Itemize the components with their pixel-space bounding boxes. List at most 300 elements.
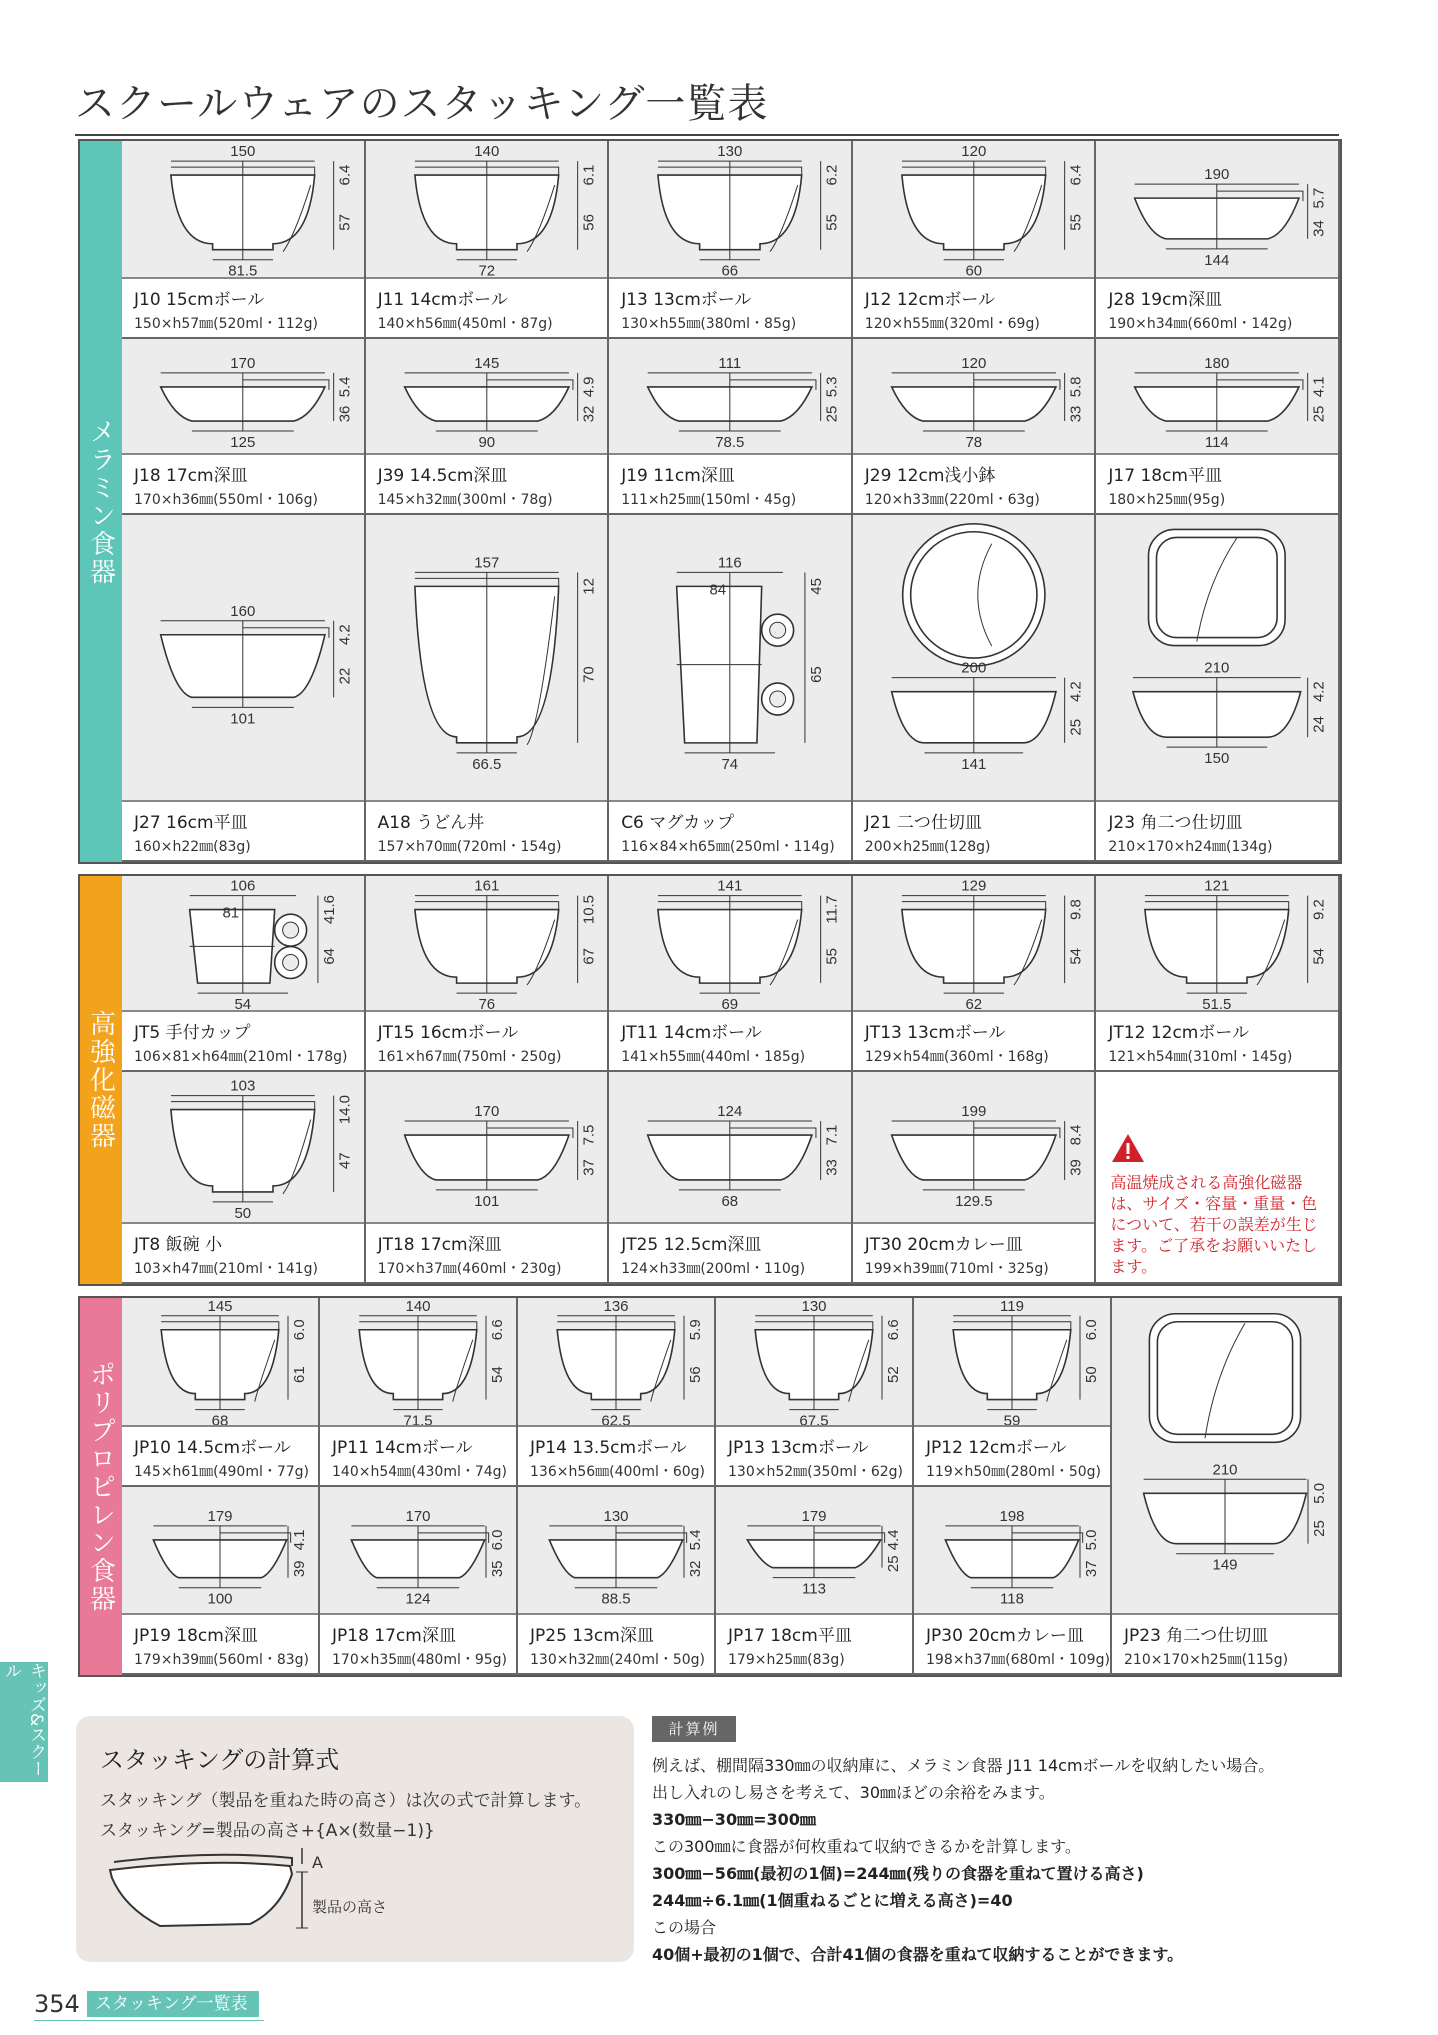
top-width-label: 198 bbox=[999, 1507, 1025, 1525]
plate-drawing bbox=[648, 355, 841, 451]
example-line: 出し入れのし易さを考えて、30㎜ほどの余裕をみます。 bbox=[652, 1783, 1055, 1802]
top-width-label: 150 bbox=[230, 143, 256, 161]
stacking-drawing bbox=[320, 1298, 516, 1425]
bottom-width-label: 124 bbox=[405, 1590, 431, 1608]
bottom-width-label: 54 bbox=[234, 996, 252, 1010]
top-width-label: 124 bbox=[717, 1103, 743, 1121]
formula-title: スタッキングの計算式 bbox=[100, 1746, 340, 1774]
stacking-drawing bbox=[609, 1072, 851, 1222]
stack-increment-label: 6.0 bbox=[489, 1529, 506, 1551]
title-rule bbox=[75, 134, 1339, 136]
product-cell bbox=[518, 1487, 716, 1675]
top-width-label: 130 bbox=[801, 1298, 827, 1315]
product-caption bbox=[122, 1615, 318, 1673]
product-cell bbox=[122, 1072, 366, 1284]
stack-increment-label: 6.6 bbox=[885, 1319, 902, 1341]
bottom-width-label: 76 bbox=[478, 996, 495, 1010]
product-spec: 103×h47㎜(210ml・141g) bbox=[134, 1261, 318, 1277]
stack-increment-label: 5.0 bbox=[1311, 1482, 1328, 1504]
product-spec: 121×h54㎜(310ml・145g) bbox=[1108, 1049, 1293, 1065]
square-divided-drawing bbox=[1144, 1314, 1328, 1574]
formula-box bbox=[76, 1716, 634, 1962]
product-cell bbox=[853, 876, 1097, 1072]
stacking-drawing bbox=[122, 141, 364, 277]
stacking-drawing bbox=[716, 1487, 912, 1613]
height-label: 61 bbox=[291, 1366, 308, 1384]
product-spec: 170×h35㎜(480ml・95g) bbox=[332, 1652, 508, 1668]
bottom-width-label: 101 bbox=[230, 710, 256, 728]
product-spec: 130×h32㎜(240ml・50g) bbox=[530, 1652, 706, 1668]
height-label: 36 bbox=[336, 405, 354, 423]
bowl-drawing bbox=[161, 1298, 308, 1425]
product-name: J12 12cmボール bbox=[864, 290, 996, 310]
product-spec: 198×h37㎜(680ml・109g) bbox=[926, 1652, 1110, 1668]
product-name: A18 うどん丼 bbox=[377, 813, 485, 833]
stack-increment-label: 5.4 bbox=[687, 1529, 704, 1551]
top-width-label: 119 bbox=[1000, 1298, 1024, 1315]
plate-drawing bbox=[891, 1103, 1084, 1210]
top-width-label: 120 bbox=[961, 143, 987, 161]
product-cell bbox=[1096, 515, 1340, 862]
top-width-label: 111 bbox=[718, 354, 742, 372]
product-name: J17 18cm平皿 bbox=[1108, 466, 1222, 486]
top-width-label: 141 bbox=[717, 877, 743, 895]
product-illustration bbox=[1096, 515, 1338, 802]
porcelain-note-text: 高温焼成される高強化磁器は、サイズ・容量・重量・色について、若干の誤差が生じます。ご了承をお願いいたします。 bbox=[1110, 1173, 1318, 1276]
product-illustration bbox=[122, 1072, 364, 1224]
height-label: 37 bbox=[580, 1159, 598, 1176]
stacking-drawing bbox=[122, 1298, 318, 1425]
stacking-drawing bbox=[1112, 1298, 1338, 1613]
stack-increment-label: 8.4 bbox=[1067, 1124, 1085, 1146]
plate-drawing bbox=[161, 355, 354, 451]
bowl-drawing bbox=[171, 143, 354, 277]
top-width-label: 190 bbox=[1204, 166, 1230, 184]
product-cell bbox=[609, 876, 853, 1072]
product-illustration bbox=[1096, 876, 1338, 1012]
stack-increment-label: 6.2 bbox=[823, 164, 841, 186]
product-caption bbox=[122, 1012, 364, 1070]
product-name: J13 13cmボール bbox=[621, 290, 752, 310]
product-caption bbox=[1096, 802, 1338, 860]
top-width-label: 145 bbox=[473, 354, 499, 372]
product-illustration bbox=[853, 1072, 1095, 1224]
height-label: 55 bbox=[823, 948, 841, 965]
bottom-width-label: 113 bbox=[802, 1580, 826, 1598]
product-name: JT25 12.5cm深皿 bbox=[621, 1235, 762, 1255]
stacking-drawing bbox=[609, 339, 851, 453]
product-illustration bbox=[366, 1072, 608, 1224]
height-label: 70 bbox=[580, 666, 598, 683]
product-illustration bbox=[366, 339, 608, 455]
product-cell bbox=[853, 339, 1097, 515]
product-name: J23 角二つ仕切皿 bbox=[1108, 813, 1243, 833]
stack-increment-label: 10.5 bbox=[580, 894, 598, 925]
bottom-width-label: 118 bbox=[1000, 1590, 1024, 1608]
product-name: JP30 20cmカレー皿 bbox=[926, 1626, 1084, 1646]
product-cell bbox=[366, 141, 610, 339]
top-width-label: 129 bbox=[961, 877, 987, 895]
product-name: JP13 13cmボール bbox=[728, 1438, 869, 1458]
formula-description: スタッキング（製品を重ねた時の高さ）は次の式で計算します。 bbox=[100, 1791, 592, 1811]
bottom-width-label: 59 bbox=[1003, 1412, 1021, 1425]
bottom-width-label: 78.5 bbox=[715, 433, 745, 451]
bowl-drawing bbox=[658, 878, 841, 1010]
footer-label: スタッキング一覧表 bbox=[87, 1991, 259, 2017]
height-label: 25 bbox=[1311, 1520, 1328, 1537]
height-label: 54 bbox=[1067, 947, 1085, 965]
product-height-label: 製品の高さ bbox=[312, 1898, 388, 1916]
product-cell bbox=[122, 339, 366, 515]
stack-increment-label: 4.9 bbox=[580, 376, 598, 398]
example-line: この場合 bbox=[652, 1918, 717, 1937]
product-spec: 120×h55㎜(320ml・69g) bbox=[864, 316, 1040, 332]
product-illustration bbox=[122, 515, 364, 802]
product-name: J18 17cm深皿 bbox=[134, 466, 248, 486]
product-name: JP23 角二つ仕切皿 bbox=[1124, 1626, 1269, 1646]
product-caption bbox=[366, 1224, 608, 1282]
stack-increment-label: 4.1 bbox=[291, 1529, 308, 1551]
product-caption bbox=[914, 1615, 1110, 1673]
product-illustration bbox=[853, 876, 1095, 1012]
stacking-drawing bbox=[853, 339, 1095, 453]
plate-drawing bbox=[351, 1508, 506, 1608]
stack-increment-label: 14.0 bbox=[336, 1094, 354, 1125]
product-spec: 136×h56㎜(400ml・60g) bbox=[530, 1464, 706, 1480]
bowl-drawing bbox=[953, 1298, 1100, 1425]
product-caption bbox=[320, 1615, 516, 1673]
example-text bbox=[652, 1752, 1274, 1968]
product-spec: 179×h25㎜(83g) bbox=[728, 1652, 845, 1668]
top-width-label: 180 bbox=[1204, 354, 1230, 372]
stack-increment-label: 4.2 bbox=[336, 624, 354, 646]
product-illustration bbox=[366, 876, 608, 1012]
product-caption bbox=[1096, 1012, 1338, 1070]
product-cell bbox=[716, 1487, 914, 1675]
footer-rule bbox=[34, 2020, 264, 2021]
bottom-width-label: 62 bbox=[965, 996, 982, 1010]
stacking-drawing bbox=[1096, 339, 1338, 453]
product-cell bbox=[366, 339, 610, 515]
side-tab[interactable]: キッズ&スクール bbox=[0, 1662, 48, 1782]
stacking-drawing bbox=[853, 515, 1095, 800]
example-line: 330㎜−30㎜=300㎜ bbox=[652, 1810, 816, 1829]
product-spec: 157×h70㎜(720ml・154g) bbox=[377, 839, 562, 855]
product-spec: 140×h56㎜(450ml・87g) bbox=[377, 316, 553, 332]
bowl-drawing bbox=[902, 143, 1085, 277]
product-illustration bbox=[518, 1298, 714, 1427]
height-label: 39 bbox=[1067, 1159, 1085, 1176]
example-line: この300㎜に食器が何枚重ねて収納できるかを計算します。 bbox=[652, 1837, 1081, 1856]
height-label: 55 bbox=[1067, 214, 1085, 231]
stack-increment-label: 4.2 bbox=[1067, 681, 1085, 703]
section-label: 高強化磁器 bbox=[80, 876, 122, 1284]
product-caption bbox=[1112, 1615, 1338, 1673]
bottom-width-label: 67.5 bbox=[799, 1412, 829, 1425]
product-name: JP14 13.5cmボール bbox=[530, 1438, 687, 1458]
height-label: 67 bbox=[580, 947, 598, 965]
stacking-drawing bbox=[366, 339, 608, 453]
top-width-label: 179 bbox=[801, 1507, 827, 1525]
stack-increment-label: 5.3 bbox=[823, 376, 841, 398]
bottom-width-label: 125 bbox=[230, 433, 256, 451]
height-label: 50 bbox=[1083, 1366, 1100, 1384]
page-title: スクールウェアのスタッキング一覧表 bbox=[75, 81, 769, 127]
product-cell bbox=[320, 1487, 518, 1675]
stack-increment-label: 6.4 bbox=[1067, 164, 1085, 186]
product-illustration bbox=[122, 141, 364, 279]
height-label: 47 bbox=[336, 1152, 354, 1170]
bottom-width-label: 90 bbox=[478, 433, 495, 451]
product-cell bbox=[518, 1298, 716, 1487]
bottom-width-label: 72 bbox=[478, 262, 495, 277]
bowl-drawing bbox=[902, 878, 1085, 1010]
product-caption bbox=[716, 1615, 912, 1673]
stack-increment-label: 4.1 bbox=[1311, 376, 1329, 398]
section-label: メラミン食器 bbox=[80, 141, 122, 862]
product-illustration bbox=[716, 1298, 912, 1427]
product-spec: 150×h57㎜(520ml・112g) bbox=[134, 316, 318, 332]
height-label: 25 bbox=[1067, 718, 1085, 736]
top-width-label: 140 bbox=[405, 1298, 431, 1315]
plate-drawing bbox=[945, 1508, 1100, 1608]
product-caption bbox=[366, 279, 608, 337]
stacking-drawing bbox=[320, 1487, 516, 1613]
example-line: 例えば、棚間隔330㎜の収納庫に、メラミン食器 J11 14cmボールを収納したい場合。 bbox=[652, 1756, 1275, 1775]
example-line: 40個+最初の1個で、合計41個の食器を重ねて収納することができます。 bbox=[652, 1945, 1184, 1964]
stack-increment-label: 12 bbox=[580, 578, 598, 595]
product-name: J27 16cm平皿 bbox=[134, 813, 248, 833]
example-line: 300㎜−56㎜(最初の1個)=244㎜(残りの食器を重ねて置ける高さ) bbox=[652, 1864, 1144, 1883]
product-spec: 116×84×h65㎜(250ml・114g) bbox=[621, 839, 835, 855]
product-cell bbox=[366, 1072, 610, 1284]
top-width-label: 136 bbox=[603, 1298, 629, 1315]
top-width-label: 106 bbox=[230, 877, 256, 895]
height-label: 54 bbox=[1311, 948, 1329, 965]
product-name: J39 14.5cm深皿 bbox=[377, 466, 508, 486]
product-name: C6 マグカップ bbox=[621, 813, 735, 833]
stacking-drawing bbox=[1096, 515, 1338, 800]
stack-increment-label: 11.7 bbox=[823, 895, 841, 924]
product-caption bbox=[716, 1427, 912, 1485]
bottom-width-label: 100 bbox=[207, 1590, 233, 1608]
height-label: 33 bbox=[1067, 405, 1085, 423]
top-width-label: 210 bbox=[1204, 659, 1230, 677]
product-name: JP25 13cm深皿 bbox=[530, 1626, 654, 1646]
height-label: 25 bbox=[885, 1555, 902, 1573]
top-width-label: 121 bbox=[1204, 877, 1230, 895]
product-illustration bbox=[914, 1487, 1110, 1615]
product-illustration bbox=[853, 515, 1095, 802]
bottom-width-label: 78 bbox=[965, 433, 982, 451]
stack-increment-label: 5.7 bbox=[1311, 187, 1329, 209]
stack-increment-label: 5.9 bbox=[687, 1319, 704, 1341]
bottom-width-label: 62.5 bbox=[601, 1412, 631, 1425]
product-caption bbox=[366, 455, 608, 513]
section-melamine bbox=[78, 139, 1342, 864]
bottom-width-label: 141 bbox=[961, 755, 987, 773]
stack-increment-label: 6.1 bbox=[580, 164, 598, 186]
stacking-drawing bbox=[366, 515, 608, 800]
height-label: 55 bbox=[823, 214, 841, 231]
product-spec: 179×h39㎜(560ml・83g) bbox=[134, 1652, 310, 1668]
stacking-drawing bbox=[609, 141, 851, 277]
height-label: 32 bbox=[687, 1560, 704, 1578]
product-illustration bbox=[853, 141, 1095, 279]
product-spec: 129×h54㎜(360ml・168g) bbox=[864, 1049, 1049, 1065]
top-width-label: 116 bbox=[718, 554, 742, 572]
height-label: 24 bbox=[1311, 716, 1329, 733]
bottom-width-label: 68 bbox=[211, 1412, 229, 1425]
plate-drawing bbox=[153, 1508, 308, 1608]
height-label: 25 bbox=[823, 405, 841, 423]
stacking-drawing bbox=[914, 1487, 1110, 1613]
product-caption bbox=[122, 802, 364, 860]
top-width-label: 179 bbox=[207, 1507, 233, 1525]
product-cell bbox=[122, 876, 366, 1072]
bowl-drawing bbox=[755, 1298, 902, 1425]
product-name: JT8 飯碗 小 bbox=[134, 1235, 223, 1255]
product-name: JT18 17cm深皿 bbox=[377, 1235, 502, 1255]
top-width-label: 157 bbox=[473, 554, 499, 572]
height-label: 35 bbox=[489, 1560, 506, 1578]
stacking-drawing bbox=[609, 876, 851, 1010]
body-width-label: 84 bbox=[709, 581, 727, 599]
product-caption bbox=[122, 455, 364, 513]
product-spec: 145×h32㎜(300ml・78g) bbox=[377, 492, 553, 508]
stack-increment-label: 9.8 bbox=[1067, 899, 1085, 920]
page-number: 354 bbox=[34, 1990, 80, 2018]
height-label: 65 bbox=[808, 666, 826, 683]
stacking-drawing bbox=[122, 1072, 364, 1222]
product-illustration bbox=[122, 1487, 318, 1615]
product-spec: 111×h25㎜(150ml・45g) bbox=[621, 492, 797, 508]
product-name: J10 15cmボール bbox=[134, 290, 265, 310]
product-name: J11 14cmボール bbox=[377, 290, 508, 310]
top-width-label: 161 bbox=[473, 877, 499, 895]
bottom-width-label: 88.5 bbox=[601, 1590, 631, 1608]
bowl-drawing bbox=[359, 1298, 506, 1425]
bottom-width-label: 71.5 bbox=[403, 1412, 433, 1425]
product-illustration bbox=[716, 1487, 912, 1615]
top-width-label: 130 bbox=[717, 143, 743, 161]
product-spec: 141×h55㎜(440ml・185g) bbox=[621, 1049, 806, 1065]
stacking-drawing bbox=[1096, 876, 1338, 1010]
height-label: 33 bbox=[823, 1159, 841, 1176]
bottom-width-label: 101 bbox=[473, 1192, 499, 1210]
stack-increment-label: 9.2 bbox=[1311, 899, 1329, 920]
stack-increment-label: A bbox=[312, 1853, 323, 1872]
product-caption bbox=[1096, 279, 1338, 337]
height-label: 54 bbox=[489, 1366, 506, 1384]
product-cell bbox=[609, 515, 853, 862]
product-illustration bbox=[609, 141, 851, 279]
product-spec: 120×h33㎜(220ml・63g) bbox=[864, 492, 1040, 508]
product-cell bbox=[122, 1487, 320, 1675]
product-cell bbox=[609, 1072, 853, 1284]
product-cell bbox=[853, 141, 1097, 339]
product-name: JP17 18cm平皿 bbox=[728, 1626, 852, 1646]
product-cell bbox=[320, 1298, 518, 1487]
stacking-drawing bbox=[366, 1072, 608, 1222]
product-cell bbox=[122, 141, 366, 339]
plate-drawing bbox=[1135, 166, 1328, 269]
product-cell bbox=[366, 515, 610, 862]
stacking-drawing bbox=[716, 1298, 912, 1425]
bottom-width-label: 144 bbox=[1204, 251, 1230, 269]
product-cell bbox=[609, 141, 853, 339]
product-illustration bbox=[1096, 339, 1338, 455]
product-spec: 145×h61㎜(490ml・77g) bbox=[134, 1464, 310, 1480]
product-name: J21 二つ仕切皿 bbox=[864, 813, 982, 833]
product-caption bbox=[609, 279, 851, 337]
product-name: JT13 13cmボール bbox=[864, 1023, 1006, 1043]
product-illustration bbox=[122, 1298, 318, 1427]
stacking-drawing bbox=[122, 339, 364, 453]
section-porcelain bbox=[78, 874, 1342, 1286]
top-width-label: 170 bbox=[230, 354, 256, 372]
product-cell bbox=[1112, 1298, 1340, 1675]
product-name: JT5 手付カップ bbox=[134, 1023, 251, 1043]
product-cell bbox=[853, 515, 1097, 862]
stack-increment-label: 6.0 bbox=[1083, 1319, 1100, 1341]
body-width-label: 81 bbox=[222, 904, 240, 922]
height-label: 56 bbox=[580, 214, 598, 231]
bowl-drawing bbox=[557, 1298, 704, 1425]
top-width-label: 160 bbox=[230, 602, 256, 620]
example-badge: 計算例 bbox=[652, 1716, 736, 1742]
bottom-width-label: 51.5 bbox=[1202, 996, 1232, 1010]
product-name: JP11 14cmボール bbox=[332, 1438, 473, 1458]
height-label: 25 bbox=[1311, 405, 1329, 423]
product-caption bbox=[518, 1427, 714, 1485]
bottom-width-label: 50 bbox=[234, 1204, 252, 1222]
stack-increment-label: 45 bbox=[808, 578, 826, 595]
bottom-width-label: 60 bbox=[965, 262, 982, 277]
top-width-label: 145 bbox=[207, 1298, 233, 1315]
height-label: 57 bbox=[336, 214, 354, 231]
product-name: JP10 14.5cmボール bbox=[134, 1438, 291, 1458]
product-cell bbox=[914, 1487, 1112, 1675]
product-caption bbox=[609, 802, 851, 860]
cup-drawing bbox=[190, 878, 338, 1010]
product-illustration bbox=[320, 1487, 516, 1615]
product-illustration bbox=[609, 1072, 851, 1224]
bowl-drawing bbox=[1145, 878, 1328, 1010]
product-illustration bbox=[609, 515, 851, 802]
plate-drawing bbox=[648, 1103, 841, 1210]
top-width-label: 120 bbox=[961, 354, 987, 372]
flat-drawing bbox=[747, 1508, 902, 1598]
product-cell bbox=[716, 1298, 914, 1487]
stack-increment-label: 5.0 bbox=[1083, 1529, 1100, 1551]
product-caption bbox=[914, 1427, 1110, 1485]
bottom-width-label: 150 bbox=[1204, 750, 1230, 768]
plate-drawing bbox=[891, 355, 1084, 451]
plate-drawing bbox=[404, 1103, 597, 1210]
stack-increment-label: 7.5 bbox=[580, 1124, 598, 1146]
top-width-label: 170 bbox=[405, 1507, 431, 1525]
bottom-width-label: 149 bbox=[1212, 1556, 1238, 1574]
stacking-drawing bbox=[853, 1072, 1095, 1222]
product-caption bbox=[609, 1012, 851, 1070]
product-spec: 160×h22㎜(83g) bbox=[134, 839, 251, 855]
product-spec: 199×h39㎜(710ml・325g) bbox=[864, 1261, 1049, 1277]
product-caption bbox=[320, 1427, 516, 1485]
product-illustration bbox=[366, 141, 608, 279]
product-caption bbox=[609, 1224, 851, 1282]
product-illustration bbox=[122, 876, 364, 1012]
